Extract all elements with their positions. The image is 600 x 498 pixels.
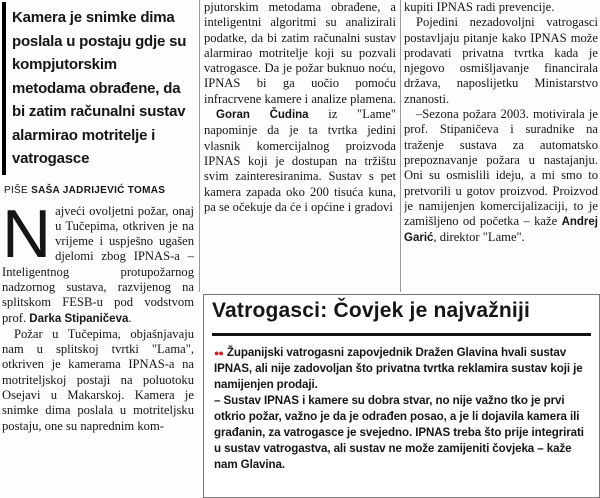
- person-name: Andrej Garić: [404, 216, 598, 245]
- bullet-dots-icon: ●●: [214, 348, 223, 358]
- byline-author: SAŠA JADRIJEVIĆ TOMAS: [31, 184, 166, 196]
- person-name: Darka Stipaničeva: [29, 312, 129, 325]
- paragraph: [2, 195, 194, 327]
- article-body-col1: [2, 195, 194, 434]
- column-divider: [400, 0, 401, 292]
- box-paragraph: – Sustav IPNAS i kamere su dobra stvar, no nije važno tko je prvi otkrio požar, važno je da je odrađen posao, a je li dojavila kamera ili građanin, za vatrogasce je svejedno. IPNAS treba što prije integrirati u sustav vatrogastva, ali sustav ne može zamijeniti čovjeka – kaže nam Glavina.: [214, 394, 584, 471]
- paragraph-text: ajveći ovoljetni požar, onaj u Tučepima, otkriven je na vrijeme i uspješno ugašen djelomi zbog IPNAS-a – Inteligentnog protupožarnog nadzornog sustava, razvijenog na splitskom FESB-u pod vodstvom prof.: [2, 203, 194, 325]
- byline: [4, 185, 194, 196]
- drop-cap: N: [2, 195, 52, 272]
- box-title: Vatrogasci: Čovjek je najvažniji: [212, 299, 531, 322]
- paragraph: [204, 107, 396, 215]
- paragraph: pjutorskim metodama obrađene, a inteligentni algoritmi su analizirali podatke, da bi zatim računalni sustav alarmirao motritelje koji su pozvali vatrogasce. Da je požar buknuo noću, IPNAS bi ga uočio pomoću infracrvene kamere i analize plamena.: [204, 0, 396, 106]
- paragraph: Pojedini nezadovoljni vatrogasci postavljaju pitanje kako IPNAS može prodavati privatna tvrtka kada je njegovo osmišljavanje financirala država, naposlijetku Ministarstvo znanosti.: [404, 15, 598, 106]
- box-paragraph: [214, 345, 589, 393]
- paragraph: kupiti IPNAS radi prevencije.: [404, 0, 555, 14]
- pull-quote: Kamera je snimke dima poslala u postaju gdje su kompjutorskim metodama obrađene, da bi zatim računalni sustav alarmirao motritelje i vatrogasce: [2, 2, 194, 175]
- article-column-1: [2, 0, 194, 498]
- paragraph-text: .: [128, 310, 132, 325]
- article-body-col2: [204, 0, 396, 215]
- byline-prefix: PIŠE: [4, 184, 28, 196]
- column-divider: [199, 0, 200, 292]
- person-name: Goran Čudina: [216, 109, 309, 122]
- box-paragraph-text: Županijski vatrogasni zapovjednik Dražen Glavina hvali sustav IPNAS, ali nije zadovoljan što privatna tvrtka reklamira sustav koji je namijenjen prodaji.: [214, 346, 583, 391]
- article-body-col3: [404, 0, 598, 247]
- article-column-2: [204, 0, 396, 292]
- paragraph-text: –Sezona požara 2003. motivirala je prof. Stipaničeva i suradnike na traženje sustava za automatsko prepoznavanje požara u nastajanju. Oni su osmislili ideju, a mi smo to pretvorili u gotov proizvod. Proizvod je namijenjen komercijalizaciji, to je zamišljeno od početka – kaže: [404, 107, 598, 229]
- paragraph-text: , direktor "Lame".: [433, 230, 525, 245]
- article-column-3: [404, 0, 598, 292]
- paragraph-text: iz "Lame" napominje da je ta tvrtka jedini vlasnik komercijalnog proizvoda IPNAS koji je dostupan na tržištu svim zainteresiranima. Sustav s pet kamera zapada oko 200 tisuća kuna, pa se očekuje da će i općine i gradovi: [204, 107, 396, 214]
- box-body: [214, 345, 589, 473]
- sidebar-box: [203, 294, 600, 498]
- paragraph: [404, 107, 598, 247]
- paragraph: Požar u Tučepima, objašnjavaju nam u splitskoj tvrtki "Lama", otkriven je kamerama IPNAS-a na motriteljskoj postaji na poluotoku Osejavi u Makarskoj. Kamera je snimke dima poslala u motriteljsku postaju, one su naprednim kom-: [2, 326, 194, 433]
- box-title-underline: [212, 333, 591, 336]
